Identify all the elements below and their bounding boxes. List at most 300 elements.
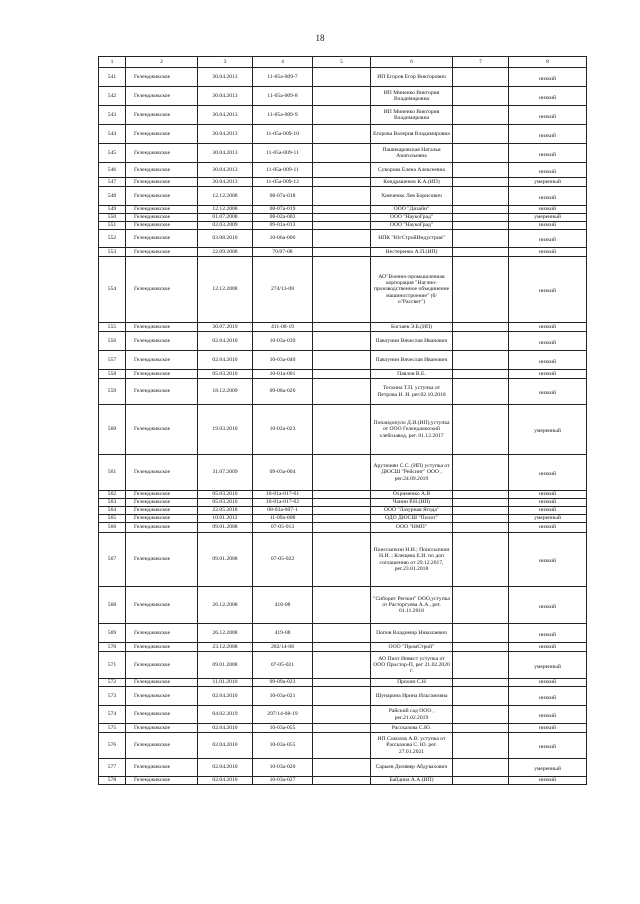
row-territory-text: Геленджикское — [134, 73, 171, 80]
row-col7 — [453, 206, 509, 214]
row-territory — [126, 230, 198, 248]
row-number — [99, 455, 126, 491]
row-col5 — [313, 652, 371, 679]
row-organization — [371, 624, 453, 643]
row-territory-text: Геленджикское — [134, 166, 171, 173]
row-territory — [126, 533, 198, 587]
row-organization-text: ООО "Дизайн" — [393, 206, 430, 213]
row-territory-text: Геленджикское — [134, 206, 171, 213]
row-code-text: 10-06а-006 — [269, 235, 296, 242]
row-territory-text: Геленджикское — [134, 149, 171, 156]
row-code — [253, 733, 313, 759]
row-date-text: 30.04.2013 — [212, 111, 238, 118]
column-header: 8 — [509, 57, 587, 68]
row-risk-category-text: низкий — [539, 168, 556, 175]
table-row — [99, 106, 587, 125]
row-number-text: 573 — [107, 692, 117, 699]
row-organization — [371, 759, 453, 777]
row-date-text: 30.04.2013 — [212, 92, 238, 99]
row-code — [253, 491, 313, 499]
row-code-text: 10-03а-020 — [269, 764, 296, 771]
row-risk-category-text: низкий — [539, 694, 556, 701]
row-risk-category-text: низкий — [539, 288, 556, 295]
row-code — [253, 587, 313, 624]
row-number-text: 565 — [107, 515, 117, 522]
row-code-text: 10-03а-055 — [269, 724, 296, 731]
row-territory-text: Геленджикское — [134, 248, 171, 255]
row-number — [99, 68, 126, 87]
row-organization — [371, 248, 453, 257]
row-date-text: 02.04.2010 — [212, 692, 238, 699]
row-organization-text: ИП Егоров Егор Викторович — [377, 73, 446, 80]
row-number-text: 570 — [107, 643, 117, 650]
row-date — [198, 652, 253, 679]
column-header: 4 — [253, 57, 313, 68]
row-col7 — [453, 178, 509, 187]
row-date-text: 09.01.2008 — [212, 661, 238, 668]
row-territory — [126, 214, 198, 222]
row-number — [99, 87, 126, 106]
row-territory — [126, 507, 198, 515]
row-organization-text: Байдина А.А.(ИП) — [389, 777, 434, 784]
row-col7 — [453, 222, 509, 230]
row-date — [198, 533, 253, 587]
row-col7 — [453, 523, 509, 533]
row-organization — [371, 187, 453, 206]
row-number-text: 558 — [107, 370, 117, 377]
row-date-text: 30.04.2013 — [212, 149, 238, 156]
row-organization-text: ООО "Лазурная Ягода" — [383, 507, 440, 514]
row-organization-text: Пашнкаровская Наталья Анатольевна — [382, 146, 441, 159]
table-row — [99, 332, 587, 351]
row-col7 — [453, 230, 509, 248]
row-date — [198, 733, 253, 759]
row-organization-text: АО Пиот Инвест уступка от ООО Простор-П, рег 21.02.2020 г. — [373, 655, 450, 675]
row-organization-text: Чанин Р.Н.(ИП) — [392, 499, 431, 506]
row-organization — [371, 499, 453, 507]
row-number — [99, 187, 126, 206]
row-organization — [371, 733, 453, 759]
row-territory-text: Геленджикское — [134, 130, 171, 137]
table-row — [99, 587, 587, 624]
row-territory-text: Геленджикское — [134, 92, 171, 99]
row-organization — [371, 332, 453, 351]
row-col7 — [453, 455, 509, 491]
row-number — [99, 759, 126, 777]
row-territory — [126, 178, 198, 187]
table-row — [99, 214, 587, 222]
row-risk-category — [509, 759, 587, 777]
row-date-text: 02.04.2010 — [212, 356, 238, 363]
row-date-text: 23.12.2008 — [212, 643, 238, 650]
row-number — [99, 507, 126, 515]
row-risk-category-text: низкий — [539, 524, 556, 531]
row-organization — [371, 144, 453, 163]
row-col5 — [313, 163, 371, 178]
row-date-text: 12.12.2008 — [212, 192, 238, 199]
row-territory-text: Геленджикское — [134, 507, 171, 514]
column-header: 5 — [313, 57, 371, 68]
row-date — [198, 587, 253, 624]
row-risk-category — [509, 222, 587, 230]
table-row — [99, 87, 587, 106]
row-date — [198, 206, 253, 214]
row-code-text: 10-03а-040 — [269, 356, 296, 363]
row-col5 — [313, 87, 371, 106]
row-col7 — [453, 68, 509, 87]
row-risk-category — [509, 370, 587, 379]
row-risk-category-text: умеренный — [534, 428, 561, 435]
row-risk-category-text: умеренный — [534, 766, 561, 773]
row-territory — [126, 332, 198, 351]
row-organization — [371, 515, 453, 523]
row-code — [253, 230, 313, 248]
row-organization — [371, 230, 453, 248]
row-number-text: 550 — [107, 214, 117, 221]
row-risk-category — [509, 230, 587, 248]
row-number — [99, 222, 126, 230]
row-col7 — [453, 587, 509, 624]
row-date-text: 18.12.2009 — [212, 388, 238, 395]
row-code — [253, 679, 313, 687]
row-date-text: 26.12.2008 — [212, 629, 238, 636]
row-territory — [126, 68, 198, 87]
row-col7 — [453, 652, 509, 679]
row-code-text: 418-08 — [274, 601, 291, 608]
row-col5 — [313, 679, 371, 687]
row-territory — [126, 777, 198, 785]
row-territory — [126, 187, 198, 206]
row-territory-text: Геленджикское — [134, 661, 171, 668]
row-territory-text: Геленджикское — [134, 388, 171, 395]
table-row — [99, 499, 587, 507]
row-risk-category — [509, 679, 587, 687]
row-number-text: 542 — [107, 92, 117, 99]
row-date-text: 22.09.2008 — [212, 248, 238, 255]
row-organization — [371, 491, 453, 499]
row-number — [99, 515, 126, 523]
row-risk-category-text: низкий — [539, 744, 556, 751]
row-code-text: 419-08 — [274, 629, 291, 636]
row-number-text: 552 — [107, 235, 117, 242]
row-territory — [126, 405, 198, 455]
row-col7 — [453, 351, 509, 370]
row-code — [253, 106, 313, 125]
row-code — [253, 351, 313, 370]
row-code — [253, 163, 313, 178]
row-code — [253, 455, 313, 491]
row-territory — [126, 687, 198, 706]
row-territory — [126, 724, 198, 733]
row-col5 — [313, 687, 371, 706]
column-header: 6 — [371, 57, 453, 68]
row-code-text: 08-07а-018 — [269, 192, 296, 199]
row-date-text: 26.12.2008 — [212, 601, 238, 608]
table-row — [99, 125, 587, 144]
column-header: 3 — [198, 57, 253, 68]
row-risk-category — [509, 733, 587, 759]
row-col7 — [453, 706, 509, 724]
row-date — [198, 777, 253, 785]
row-col5 — [313, 323, 371, 332]
row-organization-text: Сарыев Дилявер Абдувахович — [375, 764, 448, 771]
table-row — [99, 687, 587, 706]
row-risk-category-text: низкий — [539, 237, 556, 244]
row-territory — [126, 379, 198, 405]
row-risk-category — [509, 706, 587, 724]
row-code — [253, 624, 313, 643]
row-date-text: 03.08.2010 — [212, 235, 238, 242]
row-risk-category-text: низкий — [539, 94, 556, 101]
row-number-text: 544 — [107, 130, 117, 137]
row-risk-category — [509, 163, 587, 178]
row-territory — [126, 351, 198, 370]
row-col5 — [313, 507, 371, 515]
row-organization-text: Хомченко Лев Борисович — [381, 192, 442, 199]
row-date-text: 09.01.2008 — [212, 524, 238, 531]
row-territory-text: Геленджикское — [134, 742, 171, 749]
row-col5 — [313, 351, 371, 370]
row-risk-category — [509, 507, 587, 515]
row-code — [253, 323, 313, 332]
row-territory-text: Геленджикское — [134, 356, 171, 363]
row-risk-category-text: низкий — [539, 390, 556, 397]
row-number-text: 566 — [107, 524, 117, 531]
row-organization-text: Поиссыпкин Н.И.; Поиссыпкин Н.И. ; Клещева Е.И. по доп соглашению от 29.12.2017, рег.23.01.2018 — [373, 547, 450, 572]
row-organization — [371, 163, 453, 178]
row-organization — [371, 587, 453, 624]
table-row — [99, 323, 587, 332]
row-date-text: 02.03.2009 — [212, 222, 238, 229]
row-risk-category-text: низкий — [539, 713, 556, 720]
row-code — [253, 206, 313, 214]
row-number — [99, 214, 126, 222]
row-date — [198, 523, 253, 533]
row-organization — [371, 351, 453, 370]
row-date-text: 30.04.2013 — [212, 178, 238, 185]
row-risk-category-text: низкий — [539, 194, 556, 201]
row-code-text: 10-01а-017-02 — [265, 499, 300, 506]
row-code — [253, 379, 313, 405]
row-col5 — [313, 533, 371, 587]
row-col7 — [453, 214, 509, 222]
row-col5 — [313, 106, 371, 125]
row-risk-category-text: умеренный — [534, 214, 561, 221]
row-code-text: 09-03а-004 — [269, 469, 296, 476]
row-territory — [126, 144, 198, 163]
row-date — [198, 405, 253, 455]
row-col5 — [313, 491, 371, 499]
row-number-text: 543 — [107, 111, 117, 118]
row-territory-text: Геленджикское — [134, 192, 171, 199]
row-date — [198, 257, 253, 323]
table-row — [99, 248, 587, 257]
row-organization-text: Райский сад ООО , рег.21.02.2019 — [388, 708, 435, 721]
row-organization-text: Охрименко А.В — [392, 491, 431, 498]
row-date-text: 02.04.2010 — [212, 742, 238, 749]
row-code-text: 10-01а-017-01 — [265, 491, 300, 498]
row-col5 — [313, 523, 371, 533]
row-col7 — [453, 248, 509, 257]
row-col7 — [453, 491, 509, 499]
row-territory — [126, 455, 198, 491]
table-row — [99, 679, 587, 687]
row-organization-text: Кондрашенок К.А.(ИП) — [383, 178, 440, 185]
row-col5 — [313, 379, 371, 405]
row-organization — [371, 652, 453, 679]
row-organization-text: Шунарина Ирина Ильгамовна — [375, 692, 448, 699]
row-number-text: 546 — [107, 166, 117, 173]
row-organization-text: Попандопуло Д.И.(ИП),уступка от ООО Геленджикский хлебозавод, рег. 01.12.2017 — [373, 420, 450, 439]
row-territory-text: Геленджикское — [134, 643, 171, 650]
row-territory — [126, 679, 198, 687]
row-number — [99, 206, 126, 214]
row-date — [198, 515, 253, 523]
row-organization-text: ООО "НМП" — [395, 524, 428, 531]
row-code — [253, 523, 313, 533]
row-risk-category — [509, 515, 587, 523]
row-col7 — [453, 332, 509, 351]
row-date-text: 05.03.2010 — [212, 499, 238, 506]
row-territory-text: Геленджикское — [134, 601, 171, 608]
row-number — [99, 687, 126, 706]
row-date-text: 05.03.2010 — [212, 491, 238, 498]
row-col7 — [453, 515, 509, 523]
row-territory — [126, 499, 198, 507]
row-date-text: 01.07.2008 — [212, 214, 238, 221]
table-row — [99, 624, 587, 643]
row-risk-category-text: низкий — [539, 491, 556, 498]
row-organization-text: Павлов В.Е. — [397, 370, 426, 377]
row-code — [253, 515, 313, 523]
row-risk-category-text: низкий — [539, 248, 556, 255]
row-risk-category — [509, 499, 587, 507]
row-code-text: 09-09а-023 — [269, 679, 296, 686]
table-row — [99, 643, 587, 652]
row-col7 — [453, 187, 509, 206]
row-number-text: 574 — [107, 711, 117, 718]
row-code-text: 11-05а-009-9 — [267, 111, 298, 118]
row-organization-text: НПК "ЮгСтройИндустрия" — [378, 235, 445, 242]
row-code-text: 11-05а-009-10 — [265, 130, 300, 137]
row-col5 — [313, 370, 371, 379]
row-code-text: 11-05а-009-8 — [267, 92, 298, 99]
row-organization — [371, 643, 453, 652]
row-territory — [126, 222, 198, 230]
row-number — [99, 777, 126, 785]
row-risk-category — [509, 455, 587, 491]
row-number-text: 575 — [107, 724, 117, 731]
row-col7 — [453, 370, 509, 379]
row-code-text: 07-05-022 — [270, 556, 295, 563]
row-risk-category — [509, 523, 587, 533]
page-number: 18 — [315, 33, 325, 43]
row-risk-category-text: низкий — [539, 151, 556, 158]
row-col7 — [453, 643, 509, 652]
row-risk-category-text: низкий — [539, 370, 556, 377]
row-code — [253, 87, 313, 106]
row-risk-category-text: низкий — [539, 132, 556, 139]
row-number — [99, 257, 126, 323]
row-organization — [371, 533, 453, 587]
row-col7 — [453, 405, 509, 455]
row-date — [198, 106, 253, 125]
row-organization-text: АО"Военно-промышленная корпорация "Научно-производственное объединение машиностроение" (б/о"Рассвет") — [373, 273, 450, 305]
row-date — [198, 624, 253, 643]
row-number — [99, 724, 126, 733]
row-organization-text: Тескина Т.П. уступка от Петрова Н. И. рег.02.10.2018 — [377, 385, 446, 398]
row-col5 — [313, 206, 371, 214]
row-date — [198, 706, 253, 724]
row-number — [99, 351, 126, 370]
row-number-text: 554 — [107, 286, 117, 293]
row-organization-text: ИП Минеико Виктория Владимировна — [383, 89, 440, 102]
row-number-text: 549 — [107, 206, 117, 213]
column-header: 7 — [453, 57, 509, 68]
row-col5 — [313, 144, 371, 163]
row-risk-category-text: умеренный — [534, 178, 561, 185]
row-number — [99, 587, 126, 624]
row-number-text: 562 — [107, 491, 117, 498]
row-risk-category — [509, 724, 587, 733]
table-row — [99, 257, 587, 323]
row-date — [198, 248, 253, 257]
row-territory-text: Геленджикское — [134, 556, 171, 563]
row-date — [198, 125, 253, 144]
row-organization — [371, 323, 453, 332]
row-col5 — [313, 257, 371, 323]
row-col5 — [313, 455, 371, 491]
row-risk-category — [509, 533, 587, 587]
row-col5 — [313, 222, 371, 230]
row-date — [198, 68, 253, 87]
row-date — [198, 87, 253, 106]
row-code-text: 70/07-08 — [272, 248, 293, 255]
row-risk-category-text: умеренный — [534, 663, 561, 670]
table-row — [99, 370, 587, 379]
row-col5 — [313, 230, 371, 248]
column-header: 1 — [99, 57, 126, 68]
row-date — [198, 332, 253, 351]
row-col5 — [313, 178, 371, 187]
row-code-text: 08-03а-007-1 — [267, 507, 298, 514]
row-number-text: 556 — [107, 337, 117, 344]
row-organization — [371, 178, 453, 187]
table-row — [99, 68, 587, 87]
row-number — [99, 652, 126, 679]
table-row — [99, 405, 587, 455]
row-code — [253, 257, 313, 323]
row-territory-text: Геленджикское — [134, 222, 171, 229]
row-code-text: 11-09а-008 — [269, 515, 296, 522]
row-col5 — [313, 759, 371, 777]
row-risk-category — [509, 68, 587, 87]
table-row — [99, 144, 587, 163]
row-code — [253, 687, 313, 706]
row-risk-category — [509, 687, 587, 706]
row-risk-category — [509, 206, 587, 214]
row-territory — [126, 248, 198, 257]
row-code — [253, 706, 313, 724]
row-territory-text: Геленджикское — [134, 499, 171, 506]
row-date — [198, 759, 253, 777]
row-code — [253, 499, 313, 507]
row-risk-category-text: низкий — [539, 679, 556, 686]
table-row — [99, 777, 587, 785]
row-col7 — [453, 144, 509, 163]
row-territory — [126, 733, 198, 759]
row-risk-category — [509, 379, 587, 405]
